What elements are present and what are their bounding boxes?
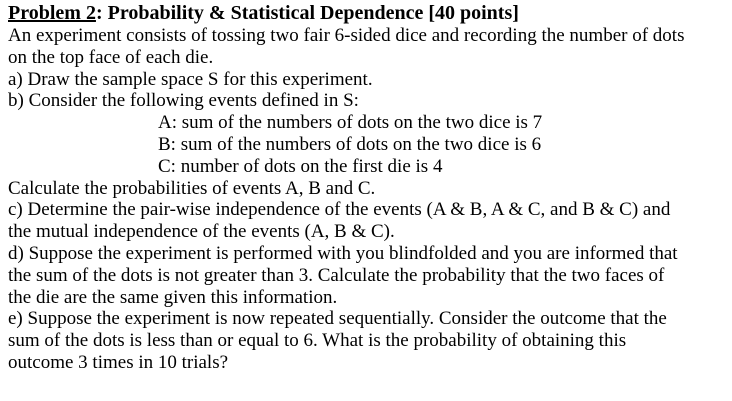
problem-title-text: : Probability & Statistical Dependence [40 points] <box>95 2 519 24</box>
text-line: An experiment consists of tossing two fair 6-sided dice and recording the number of dots <box>8 25 685 46</box>
part-b: b) Consider the following events defined in S: <box>8 90 359 112</box>
text-line: the die are the same given this information. <box>8 286 338 308</box>
part-e: e) Suppose the experiment is now repeated sequentially. Consider the outcome that the <box>8 308 667 330</box>
part-c: c) Determine the pair-wise independence of the events (A & B, A & C, and B & C) and <box>8 199 671 221</box>
part-a: a) Draw the sample space S for this experiment. <box>8 68 373 90</box>
text-line: Calculate the probabilities of events A, B and C. <box>8 177 376 199</box>
text-line: sum of the dots is less than or equal to 6. What is the probability of obtaining this <box>8 330 627 352</box>
part-d: d) Suppose the experiment is performed with you blindfolded and you are informed that <box>8 242 678 264</box>
problem-document <box>8 2 728 374</box>
text-line: outcome 3 times in 10 trials? <box>8 351 229 373</box>
event-b: B: sum of the numbers of dots on the two dice is 6 <box>158 133 542 155</box>
problem-title <box>8 2 728 25</box>
event-c: C: number of dots on the first die is 4 <box>158 155 443 177</box>
text-line: the sum of the dots is not greater than 3. Calculate the probability that the two faces of <box>8 264 665 286</box>
text-line: on the top face of each die. <box>8 46 214 68</box>
event-a: A: sum of the numbers of dots on the two dice is 7 <box>158 112 543 134</box>
text-line: the mutual independence of the events (A, B & C). <box>8 221 395 243</box>
problem-label: Problem 2 <box>8 2 96 24</box>
